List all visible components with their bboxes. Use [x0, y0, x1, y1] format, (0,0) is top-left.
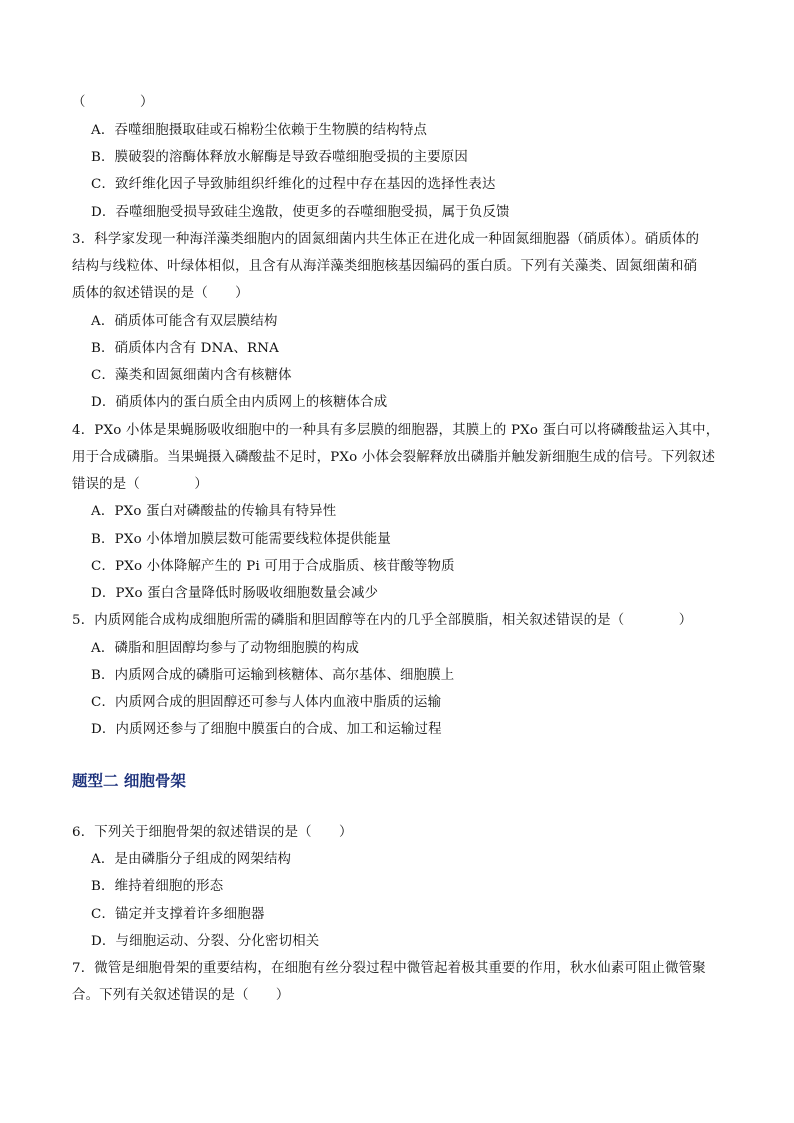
option-c: C．藻类和固氮细菌内含有核糖体 [91, 368, 292, 383]
option-a: A．吞噬细胞摄取硅或石棉粉尘依赖于生物膜的结构特点 [91, 123, 428, 138]
question-7-stem: 7．微管是细胞骨架的重要结构，在细胞有丝分裂过程中微管起着极其重要的作用，秋水仙素可阻止微管聚 [72, 961, 706, 976]
section-heading: 题型二 细胞骨架 [72, 772, 186, 790]
question-4-stem-line-3: 错误的是（ ） [72, 477, 208, 492]
question-3-stem-line-3: 质体的叙述错误的是（ ） [72, 286, 249, 301]
option-d: D．吞噬细胞受损导致硅尘逸散，使更多的吞噬细胞受损，属于负反馈 [91, 205, 510, 220]
option-a: A．PXo 蛋白对磷酸盐的传输具有特异性 [91, 504, 337, 519]
option-b: B．PXo 小体增加膜层数可能需要线粒体提供能量 [91, 532, 391, 547]
option-b: B．硝质体内含有 DNA、RNA [91, 341, 280, 356]
option-c: C．锚定并支撑着许多细胞器 [91, 907, 265, 922]
answer-bracket: （ ） [72, 95, 154, 110]
option-d: D．PXo 蛋白含量降低时肠吸收细胞数量会减少 [91, 586, 379, 601]
option-d: D．硝质体内的蛋白质全由内质网上的核糖体合成 [91, 395, 388, 410]
option-d: D．内质网还参与了细胞中膜蛋白的合成、加工和运输过程 [91, 722, 442, 737]
option-c: C．PXo 小体降解产生的 Pi 可用于合成脂质、核苷酸等物质 [91, 559, 455, 574]
option-a: A．是由磷脂分子组成的网架结构 [91, 852, 292, 867]
option-a: A．磷脂和胆固醇均参与了动物细胞膜的构成 [91, 641, 360, 656]
option-d: D．与细胞运动、分裂、分化密切相关 [91, 934, 320, 949]
option-b: B．膜破裂的溶酶体释放水解酶是导致吞噬细胞受损的主要原因 [91, 150, 468, 165]
question-4-stem-line-2: 用于合成磷脂。当果蝇摄入磷酸盐不足时，PXo 小体会裂解释放出磷脂并触发新细胞生成的信号。下列叙述 [72, 450, 716, 465]
question-6-stem: 6．下列关于细胞骨架的叙述错误的是（ ） [72, 825, 353, 840]
question-7-stem-line-2: 合。下列有关叙述错误的是（ ） [72, 988, 290, 1003]
option-c: C．内质网合成的胆固醇还可参与人体内血液中脂质的运输 [91, 695, 442, 710]
question-3-stem-line-2: 结构与线粒体、叶绿体相似，且含有从海洋藻类细胞核基因编码的蛋白质。下列有关藻类、固氮细菌和硝 [72, 259, 698, 274]
option-b: B．内质网合成的磷脂可运输到核糖体、高尔基体、细胞膜上 [91, 668, 455, 683]
option-c: C．致纤维化因子导致肺组织纤维化的过程中存在基因的选择性表达 [91, 177, 496, 192]
option-b: B．维持着细胞的形态 [91, 879, 224, 894]
question-4-stem: 4．PXo 小体是果蝇肠吸收细胞中的一种具有多层膜的细胞器，其膜上的 PXo 蛋白可以将磷酸盐运入其中， [72, 423, 720, 438]
question-3-stem: 3．科学家发现一种海洋藻类细胞内的固氮细菌内共生体正在进化成一种固氮细胞器（硝质体）。硝质体的 [72, 232, 700, 247]
option-a: A．硝质体可能含有双层膜结构 [91, 314, 278, 329]
question-5-stem: 5．内质网能合成构成细胞所需的磷脂和胆固醇等在内的几乎全部膜脂，相关叙述错误的是（ ） [72, 613, 693, 628]
